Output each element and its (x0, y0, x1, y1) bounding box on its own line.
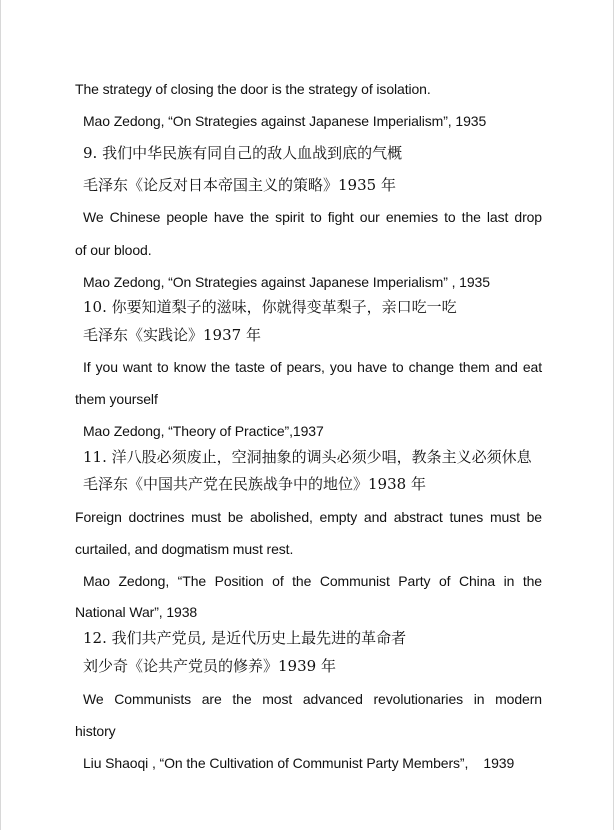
text-line: If you want to know the taste of pears, you have to change them and eat (83, 359, 542, 375)
citation-cn: 刘少奇《论共产党员的修养》1939 年 (83, 657, 336, 675)
text-line: of our blood. (75, 242, 152, 258)
quote-heading-cn: 11. 洋八股必须废止，空洞抽象的调头必须少唱，教条主义必须休息 (83, 448, 532, 466)
citation-cn: 毛泽东《中国共产党在民族战争中的地位》1938 年 (83, 475, 426, 493)
text-line: Foreign doctrines must be abolished, empty and abstract tunes must be (75, 509, 542, 525)
citation-line: Mao Zedong, “The Position of the Communist Party of China in the (83, 573, 542, 589)
text-line: history (75, 723, 116, 739)
text-line: curtailed, and dogmatism must rest. (75, 541, 294, 557)
quote-heading-cn: 9. 我们中华民族有同自己的敌人血战到底的气概 (83, 144, 403, 162)
citation-line: Mao Zedong, “On Strategies against Japanese Imperialism” , 1935 (83, 274, 490, 290)
text-line: The strategy of closing the door is the strategy of isolation. (75, 81, 431, 97)
citation-cn: 毛泽东《论反对日本帝国主义的策略》1935 年 (83, 176, 396, 194)
citation-line: Mao Zedong, “On Strategies against Japanese Imperialism”, 1935 (83, 113, 487, 129)
quote-heading-cn: 12. 我们共产党员, 是近代历史上最先进的革命者 (83, 629, 407, 647)
citation-line: National War”, 1938 (75, 604, 198, 620)
quote-heading-cn: 10. 你要知道梨子的滋味，你就得变革梨子，亲口吃一吃 (83, 298, 457, 316)
citation-line: Liu Shaoqi , “On the Cultivation of Communist Party Members”, 1939 (83, 755, 515, 771)
text-line: We Communists are the most advanced revolutionaries in modern (83, 691, 542, 707)
page-border-left (0, 0, 1, 830)
citation-line: Mao Zedong, “Theory of Practice”,1937 (83, 423, 324, 439)
text-line: We Chinese people have the spirit to fight our enemies to the last drop (83, 209, 542, 225)
text-line: them yourself (75, 391, 158, 407)
citation-cn: 毛泽东《实践论》1937 年 (83, 326, 261, 344)
